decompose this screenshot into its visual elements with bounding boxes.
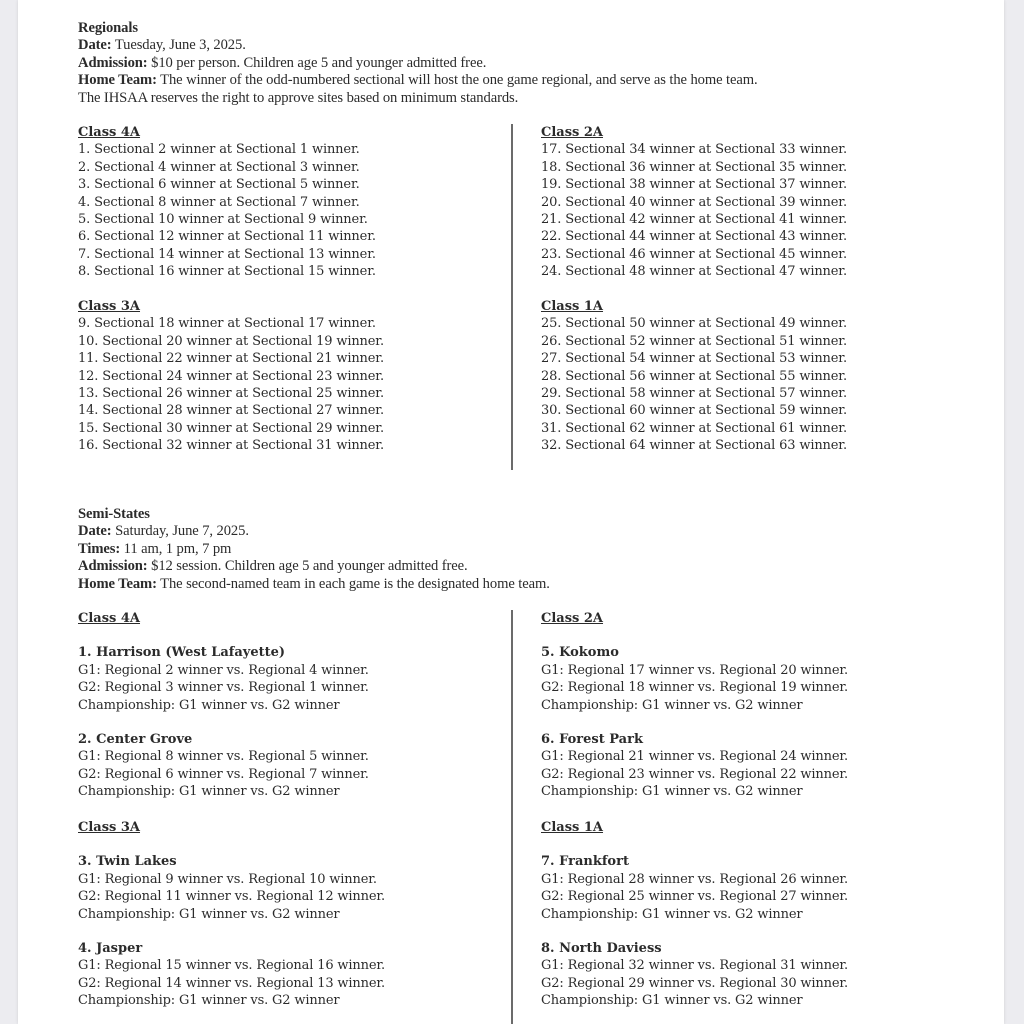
class-title: Class 1A [541,299,604,314]
semi-states-column-divider [511,610,513,1024]
site-title: 2. Center Grove [78,732,193,748]
regionals-note: The IHSAA reserves the right to approve sites based on minimum standards. [78,89,519,106]
list-item: 27. Sectional 54 winner at Sectional 53 winner. [541,351,847,367]
list-item: 29. Sectional 58 winner at Sectional 57 winner. [541,386,847,402]
game-1: G1: Regional 2 winner vs. Regional 4 winner. [78,662,369,678]
class-title: Class 1A [541,820,604,835]
game-2: G2: Regional 25 winner vs. Regional 27 winner. [541,889,849,905]
semi-states-title: Semi-States [78,506,150,522]
semi-states-admission: Admission: $12 session. Children age 5 and younger admitted free. [78,558,468,575]
semi-states-date: Date: Saturday, June 7, 2025. [78,523,249,540]
list-item: 19. Sectional 38 winner at Sectional 37 winner. [541,177,847,193]
semi-states-class-1a [541,819,848,1010]
list-item: 25. Sectional 50 winner at Sectional 49 winner. [541,316,847,332]
list-item: 11. Sectional 22 winner at Sectional 21 winner. [78,351,384,367]
list-item: 28. Sectional 56 winner at Sectional 55 winner. [541,368,847,384]
championship: Championship: G1 winner vs. G2 winner [541,906,803,922]
championship: Championship: G1 winner vs. G2 winner [78,784,340,800]
site-title: 4. Jasper [78,941,143,957]
list-item: 32. Sectional 64 winner at Sectional 63 winner. [541,438,847,454]
semi-states-header [78,506,550,593]
document-page [18,0,1004,1024]
regionals-column-divider [511,124,513,470]
class-title: Class 4A [78,611,141,626]
championship: Championship: G1 winner vs. G2 winner [541,993,803,1009]
site-title: 3. Twin Lakes [78,854,177,870]
regionals-class-1a [541,298,847,455]
regionals-class-2a [541,124,847,281]
list-item: 4. Sectional 8 winner at Sectional 7 winner. [78,194,360,210]
game-1: G1: Regional 15 winner vs. Regional 16 winner. [78,958,386,974]
class-title: Class 2A [541,611,604,626]
list-item: 8. Sectional 16 winner at Sectional 15 winner. [78,264,376,280]
semi-states-class-3a [78,819,385,1010]
list-item: 9. Sectional 18 winner at Sectional 17 winner. [78,316,376,332]
list-item: 17. Sectional 34 winner at Sectional 33 winner. [541,142,847,158]
game-2: G2: Regional 18 winner vs. Regional 19 winner. [541,680,849,696]
list-item: 21. Sectional 42 winner at Sectional 41 winner. [541,212,847,228]
list-item: 6. Sectional 12 winner at Sectional 11 winner. [78,229,376,245]
list-item: 3. Sectional 6 winner at Sectional 5 winner. [78,177,360,193]
championship: Championship: G1 winner vs. G2 winner [541,784,803,800]
list-item: 30. Sectional 60 winner at Sectional 59 winner. [541,403,847,419]
semi-states-class-4a [78,610,369,801]
regionals-date: Date: Tuesday, June 3, 2025. [78,37,246,54]
list-item: 22. Sectional 44 winner at Sectional 43 winner. [541,229,847,245]
championship: Championship: G1 winner vs. G2 winner [78,906,340,922]
game-1: G1: Regional 28 winner vs. Regional 26 winner. [541,871,849,887]
championship: Championship: G1 winner vs. G2 winner [78,697,340,713]
list-item: 7. Sectional 14 winner at Sectional 13 winner. [78,246,376,262]
game-1: G1: Regional 32 winner vs. Regional 31 winner. [541,958,849,974]
game-2: G2: Regional 23 winner vs. Regional 22 winner. [541,766,849,782]
class-title: Class 2A [541,125,604,140]
semi-states-times: Times: 11 am, 1 pm, 7 pm [78,540,232,557]
game-1: G1: Regional 8 winner vs. Regional 5 winner. [78,749,369,765]
regionals-home-team: Home Team: The winner of the odd-numbered sectional will host the one game regional, and serve as the home team. [78,72,758,89]
site-title: 1. Harrison (West Lafayette) [78,645,286,661]
list-item: 20. Sectional 40 winner at Sectional 39 winner. [541,194,847,210]
game-1: G1: Regional 17 winner vs. Regional 20 winner. [541,662,849,678]
list-item: 10. Sectional 20 winner at Sectional 19 winner. [78,333,384,349]
site-title: 5. Kokomo [541,645,619,661]
site-title: 7. Frankfort [541,854,629,870]
game-2: G2: Regional 29 winner vs. Regional 30 winner. [541,975,849,991]
list-item: 5. Sectional 10 winner at Sectional 9 winner. [78,212,368,228]
regionals-title: Regionals [78,20,138,36]
game-2: G2: Regional 6 winner vs. Regional 7 winner. [78,766,369,782]
class-title: Class 3A [78,820,141,835]
regionals-class-4a [78,124,376,281]
site-title: 6. Forest Park [541,732,643,748]
regionals-admission: Admission: $10 per person. Children age 5 and younger admitted free. [78,54,487,71]
championship: Championship: G1 winner vs. G2 winner [541,697,803,713]
game-2: G2: Regional 14 winner vs. Regional 13 winner. [78,975,386,991]
list-item: 24. Sectional 48 winner at Sectional 47 winner. [541,264,847,280]
game-2: G2: Regional 11 winner vs. Regional 12 winner. [78,889,386,905]
list-item: 2. Sectional 4 winner at Sectional 3 winner. [78,159,360,175]
game-2: G2: Regional 3 winner vs. Regional 1 winner. [78,680,369,696]
list-item: 26. Sectional 52 winner at Sectional 51 winner. [541,333,847,349]
list-item: 15. Sectional 30 winner at Sectional 29 winner. [78,420,384,436]
championship: Championship: G1 winner vs. G2 winner [78,993,340,1009]
game-1: G1: Regional 9 winner vs. Regional 10 winner. [78,871,377,887]
list-item: 14. Sectional 28 winner at Sectional 27 winner. [78,403,384,419]
semi-states-home-team: Home Team: The second-named team in each game is the designated home team. [78,575,550,592]
list-item: 31. Sectional 62 winner at Sectional 61 winner. [541,420,847,436]
regionals-header [78,20,758,107]
game-1: G1: Regional 21 winner vs. Regional 24 winner. [541,749,849,765]
list-item: 13. Sectional 26 winner at Sectional 25 winner. [78,386,384,402]
list-item: 12. Sectional 24 winner at Sectional 23 winner. [78,368,384,384]
regionals-class-3a [78,298,384,455]
list-item: 23. Sectional 46 winner at Sectional 45 winner. [541,246,847,262]
semi-states-class-2a [541,610,848,801]
class-title: Class 4A [78,125,141,140]
list-item: 1. Sectional 2 winner at Sectional 1 winner. [78,142,360,158]
list-item: 16. Sectional 32 winner at Sectional 31 winner. [78,438,384,454]
class-title: Class 3A [78,299,141,314]
list-item: 18. Sectional 36 winner at Sectional 35 winner. [541,159,847,175]
site-title: 8. North Daviess [541,941,662,957]
